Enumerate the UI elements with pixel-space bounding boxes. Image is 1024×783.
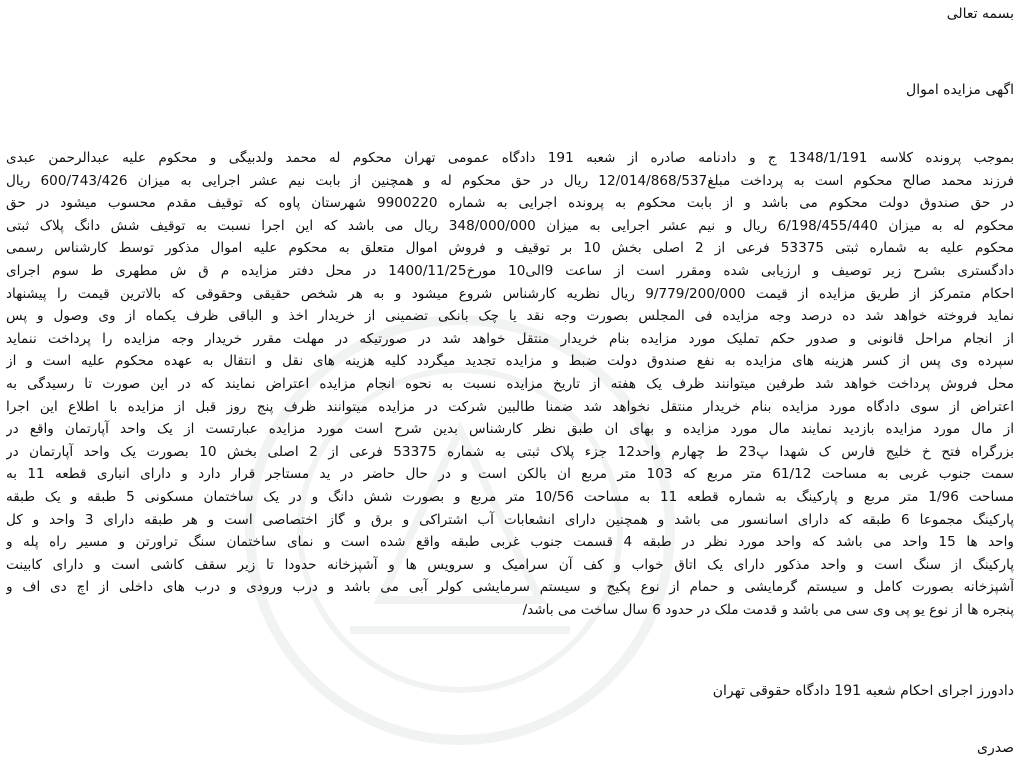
body-line: محکوم له به میزان 6/198/455/440 ریال و نیم عشر اجرایی به میزان 348/000/000 ریال می باشد که این اجرا نسبت به توقیف شش دانگ پلاک ثبتی	[6, 217, 1014, 234]
body-line: محکوم علیه به شماره ثبتی 53375 فرعی از 2 اصلی بخش 10 بر توقیف و فروش اموال متعلق به محکوم علیه اموال مذکور توسط کارشناس رسمی	[6, 240, 1014, 257]
body-line: در حق صندوق دولت محکوم می باشد و از بابت محکوم به پرونده اجرایی به شماره 9900220 شهرستان پاوه که توقیف مقدم محسوب میشود در حق	[6, 195, 1014, 212]
body-line: بموجب پرونده کلاسه 1348/1/191 ج و دادنامه صادره از شعبه 191 دادگاه عمومی تهران محکوم له محمد ولدبیگی و محکوم علیه عبدالرحمن عبدی	[6, 150, 1014, 166]
body-line: از انجام مراحل قانونی و صدور حکم تملیک مورد مزایده بنام خریدار منتقل خواهد شد در صورتیکه در مهلت مقرر خریدار وجه مزایده را پرداخت ننماید	[6, 330, 1014, 347]
body-line: سپرده وی پس از کسر هزینه های مزایده به نفع صندوق دولت ضبط و مزایده تجدید میگردد کلیه هزینه های نقل و انتقال به عهده محکوم علیه است و از	[6, 353, 1014, 370]
body-line: واحد ها 15 واحد می باشد که واحد مورد نظر در طبقه 4 قسمت جنوب غربی طبقه واقع شده است و نمای ساختمان سنگ تراورتن و مسیر راه پله و	[6, 534, 1014, 551]
signer-name: صدری	[977, 740, 1014, 756]
notice-title: اگهی مزایده اموال	[906, 82, 1014, 98]
body-line: اعتراض از سوی دادگاه مورد مزایده بنام خریدار منتقل نخواهد شد ضمنا طالبین شرکت در مزایده میتوانند ظرف پنج روز قبل از مزایده با اطلاع این اجرا	[6, 398, 1014, 415]
body-line: دادگستری بشرح زیر توصیف و ارزیابی شده ومقرر است از ساعت 9الی10 مورخ1400/11/25 در محل دفتر مزایده م ق ش مطهری ط سوم اجرای	[6, 262, 1014, 279]
body-line: پارکینگ مجموعا 6 طبقه که دارای اسانسور می باشد و همچنین دارای انشعابات آب اشتراکی و برق و گاز اختصاصی است و هر طبقه دارای 3 واحد و کل	[6, 511, 1014, 528]
body-line: احکام متمرکز از طریق مزایده از قیمت 9/779/200/000 ریال نظریه کارشناس شروع میشود و به هر شخص حقیقی وحقوقی که بالاترین قیمت را پیشنهاد	[6, 285, 1014, 302]
body-line: از مال مورد مزایده بازدید نمایند مال مورد مزایده و بهای ان طبق نظر کارشناس بدین شرح است مورد مزایده عبارتست از یک واحد آپارتمان واقع در	[6, 421, 1014, 438]
body-line: آشپزخانه بصورت کامل و سیستم گرمایشی و حمام از نوع پکیج و سیستم سرمایشی کولر آبی می باشد و درب ورودی و درب های داخلی از اچ دی اف و	[6, 579, 1014, 596]
signature-line: دادورز اجرای احکام شعبه 191 دادگاه حقوقی تهران	[712, 683, 1014, 699]
body-line: نماید فروخته خواهد شد ده درصد وجه مزایده فی المجلس بصورت وجه نقد یا چک بانکی تضمینی از خریدار اخذ و الباقی ظرف یکماه از وی وصول و پس	[6, 308, 1014, 325]
body-line: مساحت 1/96 متر مربع و پارکینگ به شماره قطعه 11 به مساحت 10/56 متر مربع و بصورت شش دانگ و در یک ساختمان مسکونی 5 طبقه و یک طبقه	[6, 488, 1014, 505]
body-line: بزرگراه فتح خ خلیج فارس ک شهدا پ23 ط چهارم واحد12 جزء پلاک ثبتی به شماره 53375 فرعی از 2 اصلی بخش 10 بصورت یک واحد آپارتمان در	[6, 443, 1014, 460]
body-line: محل فروش پرداخت خواهد شد طرفین میتوانند ظرف یک هفته از تاریخ مزایده نسبت به نحوه انجام مزایده اعتراض نمایند که در این صورت تا رسیدگی به	[6, 375, 1014, 392]
body-line: پارکینگ از سنگ است و واحد مذکور دارای یک اتاق خواب و کف آن سرامیک و سرویس ها و آشپزخانه حدودا تا زیر سقف کاشی است و دارای کابینت	[6, 556, 1014, 573]
body-line: پنجره ها از نوع یو پی وی سی می باشد و قدمت ملک در حدود 6 سال ساخت می باشد/	[522, 601, 1014, 618]
body-line: سمت جنوب غربی به مساحت 61/12 متر مربع که 103 متر مربع ان بالکن است و در حال حاضر در ید مستاجر قرار دارد و دارای انباری قطعه 11 به	[6, 466, 1014, 483]
body-line: فرزند محمد صالح محکوم است به پرداخت مبلغ12/014/868/537 ریال در حق محکوم له و همچنین از بابت نیم عشر اجرایی به میزان 600/743/426 ریال	[6, 172, 1014, 189]
notice-body	[6, 147, 1014, 621]
header-text: بسمه تعالی	[946, 6, 1014, 22]
